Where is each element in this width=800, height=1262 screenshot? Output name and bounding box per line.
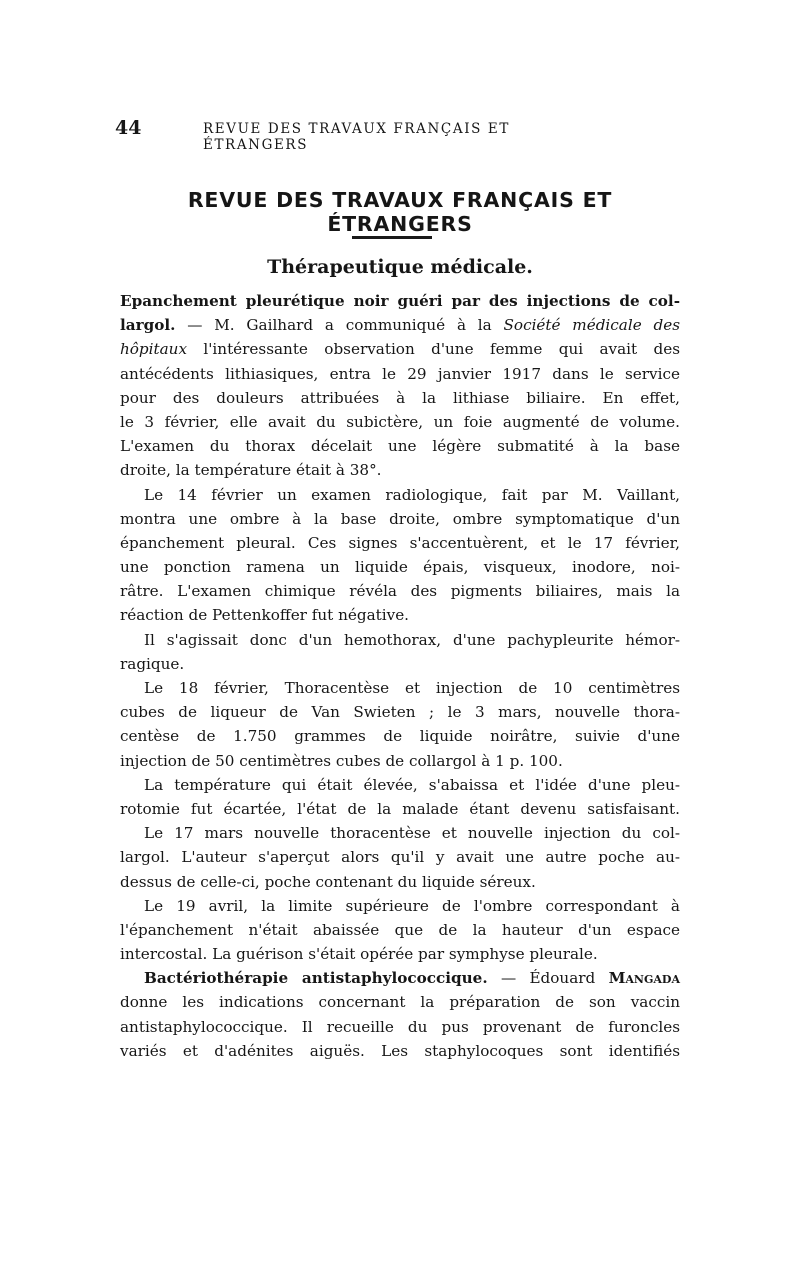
paragraph-line: centèse de 1.750 grammes de liquide noirâtre, suivie d'une xyxy=(120,727,680,746)
paragraph-line: Le 19 avril, la limite supérieure de l'ombre correspondant à xyxy=(144,896,680,915)
article-title-line xyxy=(120,966,680,990)
article-title-line xyxy=(120,289,680,313)
running-title: REVUE DES TRAVAUX FRANÇAIS ET ÉTRANGERS xyxy=(203,121,510,153)
paragraph-line: antistaphylococcique. Il recueille du pus provenant de furoncles xyxy=(120,1017,680,1036)
paragraph-line: l'épanchement n'était abaissée que de la hauteur d'un espace xyxy=(120,920,680,939)
paragraph-line: montra une ombre à la base droite, ombre symptomatique d'un xyxy=(120,509,680,528)
text-run: — M. Gailhard a communiqué à la xyxy=(175,316,504,335)
paragraph-line: injection de 50 centimètres cubes de collargol à 1 p. 100. xyxy=(120,751,563,770)
subsection-title: Thérapeutique médicale. xyxy=(267,256,533,278)
paragraph-line xyxy=(120,337,680,361)
text-run: — Édouard xyxy=(487,969,609,988)
paragraph-line: ragique. xyxy=(120,654,185,673)
article-title: Epanchement pleurétique noir guéri par des injections de col- xyxy=(120,292,680,310)
paragraph-line: variés et d'adénites aiguës. Les staphylocoques sont identifiés xyxy=(120,1041,680,1060)
paragraph-line: pour des douleurs attribuées à la lithiase biliaire. En effet, xyxy=(120,388,680,407)
page-number: 44 xyxy=(115,117,142,139)
article-body xyxy=(120,289,680,1063)
paragraph-line: Le 18 février, Thoracentèse et injection de 10 centimètres xyxy=(144,679,680,697)
text-run: l'intéressante observation d'une femme qui avait des xyxy=(187,340,680,359)
paragraph-line: Il s'agissait donc d'un hemothorax, d'une pachypleurite hémor- xyxy=(144,630,680,649)
paragraph-line: donne les indications concernant la préparation de son vaccin xyxy=(120,993,680,1012)
article-title-cont: largol. xyxy=(120,316,176,335)
paragraph-line: largol. L'auteur s'aperçut alors qu'il y avait une autre poche au- xyxy=(120,848,680,867)
paragraph-line: antécédents lithiasiques, entra le 29 janvier 1917 dans le service xyxy=(120,364,680,383)
paragraph-line: le 3 février, elle avait du subictère, un foie augmenté de volume. xyxy=(120,412,680,431)
paragraph-line: droite, la température était à 38°. xyxy=(120,461,382,480)
paragraph-line: Le 14 février un examen radiologique, fait par M. Vaillant, xyxy=(144,485,680,504)
paragraph-line: épanchement pleural. Ces signes s'accentuèrent, et le 17 février, xyxy=(120,533,680,552)
paragraph-line: Le 17 mars nouvelle thoracentèse et nouvelle injection du col- xyxy=(144,824,680,843)
paragraph-line: rotomie fut écartée, l'état de la malade étant devenu satisfaisant. xyxy=(120,799,680,818)
author-name: Mangada xyxy=(608,969,680,988)
paragraph-line xyxy=(120,313,680,337)
journal-name-cont: hôpitaux xyxy=(120,340,188,359)
title-divider xyxy=(352,236,432,239)
paragraph-line: L'examen du thorax décelait une légère submatité à la base xyxy=(120,437,680,456)
journal-name: Société médicale des xyxy=(503,316,680,335)
paragraph-line: La température qui était élevée, s'abaissa et l'idée d'une pleu- xyxy=(144,775,680,794)
section-title: REVUE DES TRAVAUX FRANÇAIS ET ÉTRANGERS xyxy=(187,188,613,236)
paragraph-line: dessus de celle-ci, poche contenant du liquide séreux. xyxy=(120,872,536,891)
paragraph-line: réaction de Pettenkoffer fut négative. xyxy=(120,606,410,625)
paragraph-line: cubes de liqueur de Van Swieten ; le 3 mars, nouvelle thora- xyxy=(120,703,680,722)
paragraph-line: râtre. L'examen chimique révéla des pigments biliaires, mais la xyxy=(120,582,680,601)
paragraph-line: une ponction ramena un liquide épais, visqueux, inodore, noi- xyxy=(120,558,680,577)
article-title: Bactériothérapie antistaphylococcique. xyxy=(144,969,488,988)
paragraph-line: intercostal. La guérison s'était opérée par symphyse pleurale. xyxy=(120,945,598,964)
